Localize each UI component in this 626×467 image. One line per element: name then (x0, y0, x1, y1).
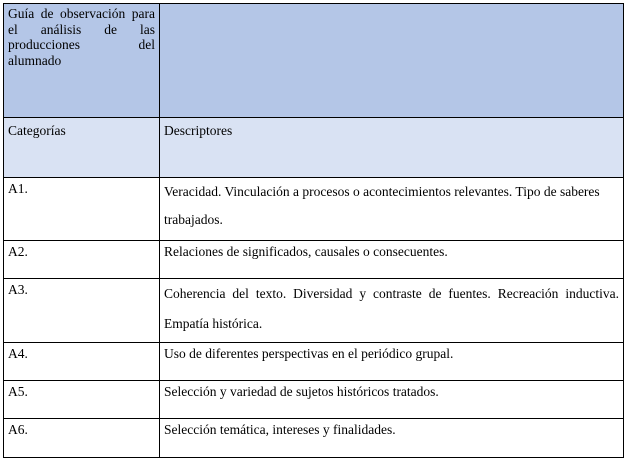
category-code: A6. (4, 419, 160, 458)
category-descriptor: Selección temática, intereses y finalidades. (160, 419, 624, 458)
table-row (4, 381, 624, 419)
descriptors-header: Descriptores (160, 118, 624, 178)
table-row (4, 241, 624, 279)
category-code: A1. (4, 178, 160, 241)
table-header-empty-cell (160, 4, 624, 118)
category-code: A3. (4, 279, 160, 343)
table-title: Guía de observación para el análisis de las producciones del alumnado (4, 4, 160, 118)
table-row (4, 343, 624, 381)
category-descriptor: Relaciones de significados, causales o consecuentes. (160, 241, 624, 279)
category-descriptor: Coherencia del texto. Diversidad y contraste de fuentes. Recreación inductiva. Empatía histórica. (160, 279, 624, 343)
category-code: A2. (4, 241, 160, 279)
category-descriptor: Selección y variedad de sujetos históricos tratados. (160, 381, 624, 419)
category-code: A4. (4, 343, 160, 381)
observation-guide-table (3, 3, 624, 458)
table-row (4, 178, 624, 241)
table-row (4, 279, 624, 343)
table-header-row (4, 4, 624, 118)
categories-header: Categorías (4, 118, 160, 178)
column-header-row (4, 118, 624, 178)
category-descriptor: Veracidad. Vinculación a procesos o acontecimientos relevantes. Tipo de saberes trabajados. (160, 178, 624, 241)
table-row (4, 419, 624, 458)
category-code: A5. (4, 381, 160, 419)
category-descriptor: Uso de diferentes perspectivas en el periódico grupal. (160, 343, 624, 381)
